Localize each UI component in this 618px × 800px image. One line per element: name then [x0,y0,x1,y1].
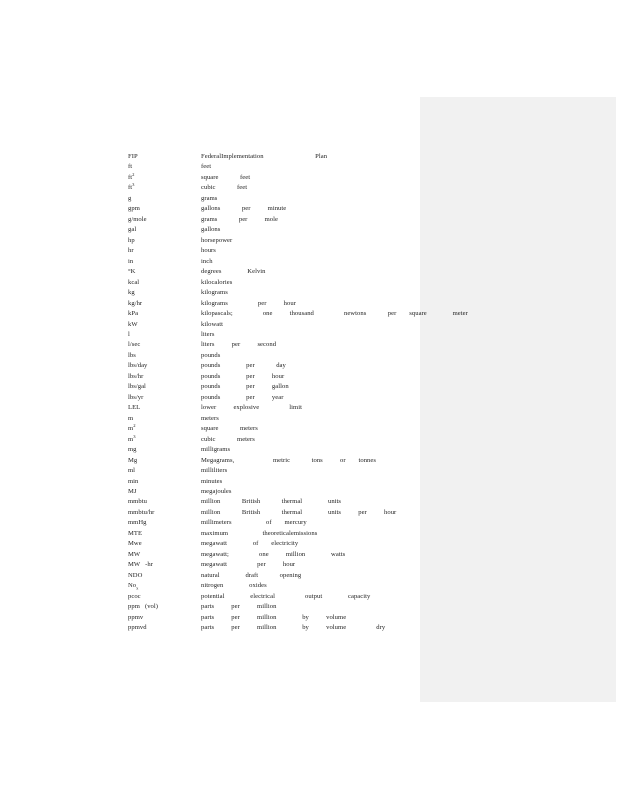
abbreviation-row [128,278,418,288]
abbreviation-row [128,152,418,162]
abbreviation-term [128,267,136,277]
abbreviation-term [128,487,137,497]
abbreviation-term [128,477,138,487]
abbreviation-definition: liters per second [201,341,277,349]
abbreviation-definition: maximum theoreticalemissions [201,529,318,537]
abbreviation-row [128,414,418,424]
abbreviation-definition: square feet [201,173,251,181]
abbreviation-row [128,246,418,256]
abbreviation-definition: pounds [201,351,221,359]
abbreviation-row [128,320,418,330]
abbreviation-row [128,236,418,246]
abbreviation-term-text: °K [128,268,136,276]
abbreviation-term-text: No [128,582,137,590]
abbreviation-term-text: NDO [128,571,143,579]
abbreviation-definition: cubic feet [201,184,248,192]
abbreviation-row [128,592,418,602]
abbreviation-row [128,518,418,528]
abbreviation-term [128,497,147,507]
abbreviation-row [128,351,418,361]
abbreviation-term-text: MW -hr [128,561,154,569]
abbreviation-row [128,330,418,340]
abbreviation-row [128,539,418,549]
abbreviation-row [128,215,418,225]
abbreviation-term-text: gpm [128,205,140,213]
abbreviation-row [128,613,418,623]
abbreviation-term-text: kPa [128,310,139,318]
abbreviation-term [128,320,138,330]
abbreviation-definition: kilocalories [201,278,233,286]
abbreviation-term [128,508,154,518]
abbreviation-row [128,173,418,183]
abbreviation-row [128,497,418,507]
abbreviation-definition: minutes [201,477,223,485]
abbreviation-row [128,372,418,382]
abbreviation-term-text: Mg [128,456,138,464]
abbreviation-definition: gallons [201,226,221,234]
abbreviation-term-subscript: x [136,585,139,591]
abbreviation-definition: pounds per gallon [201,383,289,391]
abbreviation-term-superscript: 2 [132,171,135,177]
abbreviation-term [128,529,142,539]
abbreviation-term [128,152,138,162]
abbreviation-definition: megawatt; one million watts [201,550,346,558]
abbreviation-term-text: ppm (vol) [128,603,159,611]
abbreviation-row [128,194,418,204]
abbreviation-term [128,204,140,214]
abbreviation-term-text: ft [128,173,133,181]
abbreviation-term-text: mg [128,446,137,454]
abbreviation-definition: nitrogen oxides [201,582,267,590]
abbreviation-definition: milliliters [201,467,228,475]
abbreviation-term-text: kg [128,289,135,297]
abbreviation-definition: millimeters of mercury [201,519,307,527]
abbreviation-term [128,571,142,581]
abbreviation-term-text: in [128,257,134,265]
abbreviation-definition: liters [201,330,215,338]
abbreviation-definition: cubic meters [201,435,255,443]
abbreviation-term-text: kW [128,320,138,328]
abbreviation-term [128,435,136,445]
abbreviation-row [128,340,418,350]
abbreviation-term-text: lbs [128,351,136,359]
abbreviation-row [128,508,418,518]
abbreviation-definition: kilograms per hour [201,299,296,307]
abbreviation-row [128,571,418,581]
abbreviation-term [128,246,134,256]
abbreviation-row [128,204,418,214]
abbreviation-row [128,581,418,591]
abbreviation-term [128,539,142,549]
abbreviation-term [128,309,138,319]
abbreviation-term [128,382,146,392]
abbreviation-term-text: l [128,330,130,338]
abbreviation-term [128,445,137,455]
abbreviation-definition: potential electrical output capacity [201,592,371,600]
abbreviation-term-text: pcoc [128,592,141,600]
abbreviation-term-text: LEL [128,404,141,412]
abbreviation-row [128,257,418,267]
abbreviation-definition: milligrams [201,446,231,454]
abbreviation-term [128,518,147,528]
abbreviation-row [128,382,418,392]
abbreviation-definition: lower explosive limit [201,404,302,412]
abbreviation-definition: kilowatt [201,320,224,328]
abbreviation-definition: megawatt of electricity [201,540,299,548]
abbreviation-term [128,299,142,309]
abbreviation-term [128,340,140,350]
abbreviation-term-text: kg/hr [128,299,143,307]
abbreviation-row [128,529,418,539]
abbreviation-row [128,424,418,434]
abbreviation-term-text: mmbtu/hr [128,508,155,516]
abbreviation-term-text: lbs/day [128,362,148,370]
abbreviation-term-text: m [128,435,134,443]
abbreviation-term [128,278,139,288]
abbreviation-definition: pounds per hour [201,372,285,380]
abbreviation-definition: pounds per year [201,393,284,401]
abbreviation-row [128,623,418,633]
abbreviations-list [128,152,468,634]
abbreviation-term-text: ml [128,467,136,475]
abbreviation-term-text: ppmv [128,613,144,621]
abbreviation-definition: degrees Kelvin [201,268,266,276]
abbreviation-definition: megawatt per hour [201,561,296,569]
abbreviation-term [128,236,135,246]
abbreviation-definition: horsepower [201,236,233,244]
abbreviation-definition: natural draft opening [201,571,302,579]
abbreviation-term-text: mmHg [128,519,147,527]
abbreviation-term-text: m [128,425,134,433]
abbreviation-term [128,183,135,193]
abbreviation-term [128,194,131,204]
abbreviation-term [128,550,140,560]
abbreviation-row [128,445,418,455]
abbreviation-term [128,592,141,602]
abbreviation-term [128,613,143,623]
abbreviation-term [128,466,135,476]
abbreviation-term-text: gal [128,226,137,234]
abbreviation-definition: parts per million [201,603,277,611]
abbreviation-definition: parts per million by volume dry [201,624,386,632]
abbreviation-term-text: FIP [128,153,138,160]
abbreviation-term [128,581,139,591]
abbreviation-definition: FederalImplementation Plan [201,153,328,160]
abbreviation-term-text: Mwe [128,540,142,548]
abbreviation-row [128,288,418,298]
abbreviation-term [128,560,153,570]
abbreviation-definition: Megagrams, metric tons or tonnes [201,456,376,464]
abbreviation-row [128,550,418,560]
abbreviation-row [128,162,418,172]
abbreviation-term-text: min [128,477,139,485]
abbreviation-definition: kilopascals; one thousand newtons per square meter [201,310,468,318]
abbreviation-row [128,477,418,487]
abbreviation-term-text: MW [128,550,141,558]
abbreviation-term-text: mmbtu [128,498,147,506]
abbreviation-term-text: MTE [128,529,143,537]
abbreviation-row [128,225,418,235]
abbreviation-term [128,351,136,361]
abbreviation-term-text: ft [128,163,133,171]
abbreviation-definition: grams [201,194,218,202]
abbreviation-term-superscript: 3 [132,182,135,188]
abbreviation-term-superscript: 3 [133,433,136,439]
abbreviation-row [128,435,418,445]
abbreviation-term-text: ft [128,184,133,192]
abbreviation-definition: million British thermal units per hour [201,508,397,516]
abbreviation-row [128,602,418,612]
abbreviation-term [128,623,147,633]
abbreviation-term-text: ppmvd [128,624,147,632]
abbreviation-row [128,309,468,319]
abbreviation-row [128,267,418,277]
abbreviation-term-text: l/sec [128,341,141,349]
abbreviation-definition: feet [201,163,212,171]
abbreviation-term-text: g/mole [128,215,147,223]
abbreviation-term-text: lbs/hr [128,372,144,380]
abbreviation-definition: kilograms [201,289,228,297]
abbreviation-term-text: hp [128,236,135,244]
abbreviation-term [128,288,135,298]
abbreviation-row [128,299,418,309]
abbreviation-term-text: g [128,194,132,202]
abbreviation-term-text: hr [128,247,134,255]
abbreviation-term [128,257,133,267]
abbreviation-definition: grams per mole [201,215,279,223]
abbreviation-term [128,456,137,466]
abbreviation-definition: hours [201,247,216,255]
abbreviation-definition: inch [201,257,213,265]
abbreviation-definition: megajoules [201,488,232,495]
abbreviation-term-text: m [128,414,134,422]
abbreviation-row [128,456,418,466]
abbreviation-term [128,330,130,340]
abbreviation-definition: million British thermal units [201,498,342,506]
abbreviation-term [128,225,136,235]
abbreviation-term [128,403,140,413]
abbreviation-definition: meters [201,414,219,422]
abbreviation-definition: pounds per day [201,362,286,370]
abbreviation-term-text: lbs/gal [128,383,146,391]
abbreviation-term [128,372,143,382]
abbreviation-definition: gallons per minute [201,205,287,213]
abbreviation-row [128,393,418,403]
abbreviation-row [128,183,418,193]
abbreviation-row [128,466,418,476]
abbreviation-term [128,393,143,403]
abbreviation-row [128,403,418,413]
abbreviation-term [128,361,147,371]
abbreviation-definition: parts per million by volume [201,613,347,621]
abbreviation-term [128,215,147,225]
abbreviation-term-text: kcal [128,278,140,286]
comment-margin-panel [420,97,616,702]
abbreviation-definition: square meters [201,425,258,433]
abbreviation-row [128,361,418,371]
abbreviation-row [128,487,418,497]
abbreviation-term [128,602,158,612]
abbreviation-term-superscript: 2 [133,423,136,428]
abbreviation-term-text: lbs/yr [128,393,144,401]
abbreviation-row [128,560,418,570]
abbreviation-term-text: MJ [128,488,137,495]
